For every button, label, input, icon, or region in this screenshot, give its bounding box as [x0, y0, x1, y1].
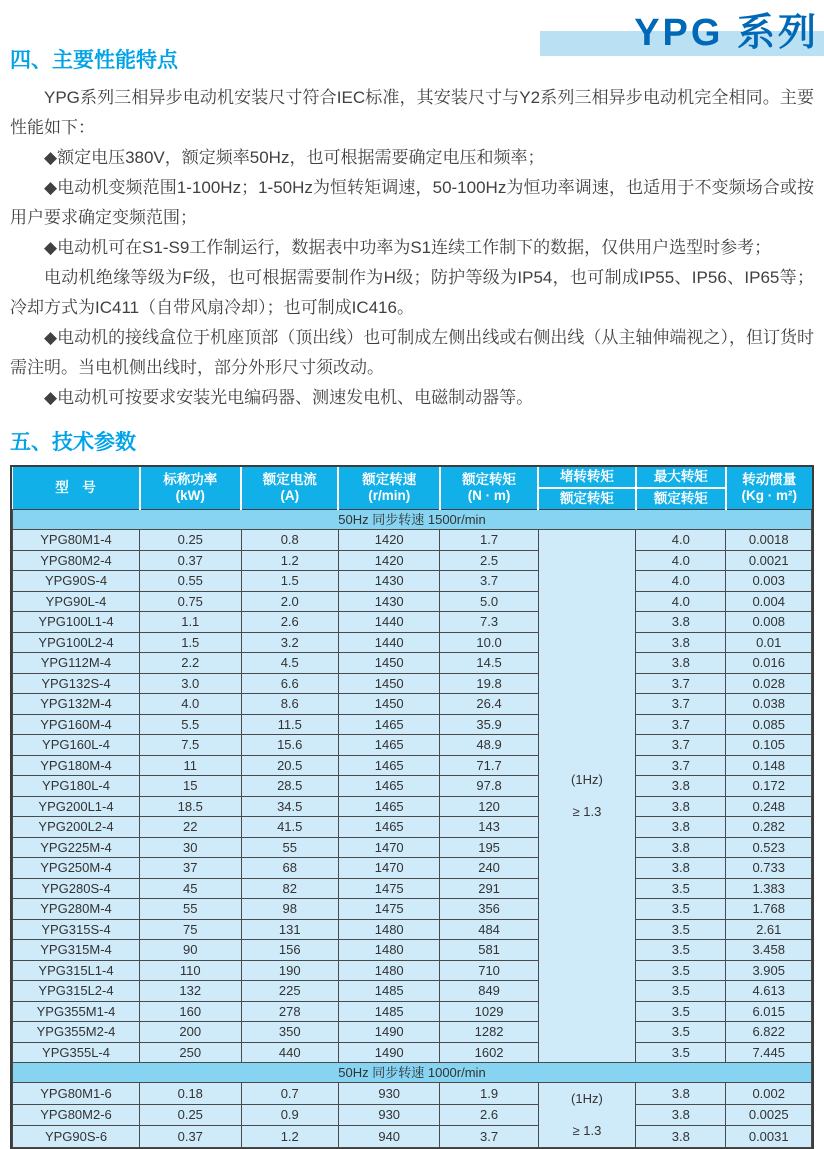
cell-max-torque-ratio: 3.5 [636, 981, 726, 1002]
cell-rated-torque: 1.9 [440, 1083, 538, 1105]
cell-rated-current: 6.6 [241, 673, 338, 694]
cell-rated-torque: 195 [440, 837, 538, 858]
cell-inertia: 3.458 [726, 940, 812, 961]
table-row [13, 919, 812, 940]
spec-table-body [13, 510, 812, 1148]
paragraph: 电动机绝缘等级为F级，也可根据需要制作为H级；防护等级为IP54，也可制成IP55、IP56、IP65等；冷却方式为IC411（自带风扇冷却）；也可制成IC416。 [10, 268, 814, 317]
cell-model: YPG355M1-4 [13, 1001, 140, 1022]
cell-max-torque-ratio: 3.7 [636, 694, 726, 715]
table-row [13, 960, 812, 981]
table-row [13, 530, 812, 551]
cell-max-torque-ratio: 3.8 [636, 837, 726, 858]
cell-model: YPG355M2-4 [13, 1022, 140, 1043]
performance-paragraphs [10, 83, 814, 413]
header-locked-rotor-ratio-denominator: 额定转矩 [538, 488, 635, 510]
cell-model: YPG80M2-4 [13, 550, 140, 571]
table-row [13, 694, 812, 715]
cell-inertia: 1.768 [726, 899, 812, 920]
paragraph-bullet: ◆电动机的接线盒位于机座顶部（顶出线）也可制成左侧出线或右侧出线（从主轴伸端视之），但订货时需注明。当电机侧出线时，部分外形尺寸须改动。 [10, 328, 814, 377]
cell-inertia: 2.61 [726, 919, 812, 940]
cell-rated-torque: 14.5 [440, 653, 538, 674]
page-content [10, 44, 814, 1149]
cell-rated-torque: 7.3 [440, 612, 538, 633]
cell-max-torque-ratio: 4.0 [636, 530, 726, 551]
cell-model: YPG315L1-4 [13, 960, 140, 981]
cell-model: YPG160M-4 [13, 714, 140, 735]
table-row [13, 673, 812, 694]
cell-rated-speed: 1430 [338, 571, 439, 592]
cell-max-torque-ratio: 3.8 [636, 1126, 726, 1148]
cell-rated-current: 1.2 [241, 1126, 338, 1148]
table-row [13, 653, 812, 674]
cell-rated-current: 82 [241, 878, 338, 899]
cell-rated-power: 0.37 [140, 550, 241, 571]
cell-max-torque-ratio: 3.8 [636, 1104, 726, 1126]
cell-max-torque-ratio: 4.0 [636, 550, 726, 571]
cell-rated-power: 55 [140, 899, 241, 920]
cell-rated-torque: 484 [440, 919, 538, 940]
cell-rated-speed: 1475 [338, 899, 439, 920]
cell-rated-power: 160 [140, 1001, 241, 1022]
cell-inertia: 0.523 [726, 837, 812, 858]
table-row [13, 981, 812, 1002]
cell-model: YPG200L1-4 [13, 796, 140, 817]
cell-model: YPG100L2-4 [13, 632, 140, 653]
cell-rated-speed: 1470 [338, 837, 439, 858]
cell-rated-torque: 2.6 [440, 1104, 538, 1126]
cell-rated-speed: 1430 [338, 591, 439, 612]
cell-rated-torque: 849 [440, 981, 538, 1002]
cell-rated-current: 0.9 [241, 1104, 338, 1126]
cell-rated-speed: 1470 [338, 858, 439, 879]
cell-max-torque-ratio: 4.0 [636, 571, 726, 592]
cell-inertia: 0.016 [726, 653, 812, 674]
cell-max-torque-ratio: 3.5 [636, 1022, 726, 1043]
cell-inertia: 7.445 [726, 1042, 812, 1063]
cell-rated-torque: 48.9 [440, 735, 538, 756]
table-row [13, 550, 812, 571]
cell-rated-torque: 35.9 [440, 714, 538, 735]
cell-rated-power: 7.5 [140, 735, 241, 756]
cell-rated-power: 1.1 [140, 612, 241, 633]
header-rated-power: 标称功率 (kW) [140, 467, 241, 510]
cell-rated-power: 18.5 [140, 796, 241, 817]
header-max-torque: 最大转矩 [636, 467, 726, 488]
cell-model: YPG180M-4 [13, 755, 140, 776]
cell-model: YPG90S-4 [13, 571, 140, 592]
cell-rated-torque: 581 [440, 940, 538, 961]
cell-rated-torque: 26.4 [440, 694, 538, 715]
cell-max-torque-ratio: 3.8 [636, 632, 726, 653]
cell-inertia: 0.0021 [726, 550, 812, 571]
cell-max-torque-ratio: 3.7 [636, 673, 726, 694]
cell-max-torque-ratio: 3.8 [636, 796, 726, 817]
table-row [13, 858, 812, 879]
cell-locked-rotor-ratio [538, 1083, 635, 1148]
cell-inertia: 0.003 [726, 571, 812, 592]
cell-max-torque-ratio: 3.8 [636, 612, 726, 633]
cell-rated-current: 28.5 [241, 776, 338, 797]
cell-model: YPG355L-4 [13, 1042, 140, 1063]
table-row [13, 571, 812, 592]
cell-rated-torque: 3.7 [440, 571, 538, 592]
cell-max-torque-ratio: 3.7 [636, 714, 726, 735]
cell-rated-power: 5.5 [140, 714, 241, 735]
cell-model: YPG200L2-4 [13, 817, 140, 838]
section-subheader-row [13, 510, 812, 530]
cell-rated-power: 4.0 [140, 694, 241, 715]
locked-rotor-ratio-line: ≥ 1.3 [572, 1122, 602, 1138]
cell-inertia: 6.015 [726, 1001, 812, 1022]
cell-inertia: 0.172 [726, 776, 812, 797]
locked-rotor-ratio-line: (1Hz) [571, 1090, 603, 1106]
cell-rated-speed: 1485 [338, 981, 439, 1002]
cell-rated-speed: 1440 [338, 612, 439, 633]
cell-rated-speed: 1440 [338, 632, 439, 653]
cell-rated-current: 11.5 [241, 714, 338, 735]
table-row [13, 714, 812, 735]
table-row [13, 899, 812, 920]
cell-rated-power: 250 [140, 1042, 241, 1063]
cell-max-torque-ratio: 3.7 [636, 735, 726, 756]
locked-rotor-ratio-line: (1Hz) [571, 772, 603, 787]
paragraph-bullet: ◆额定电压380V，额定频率50Hz，也可根据需要确定电压和频率； [44, 148, 545, 167]
cell-rated-power: 0.18 [140, 1083, 241, 1105]
section-subheader: 50Hz 同步转速 1000r/min [13, 1063, 812, 1083]
header-rated-torque: 额定转矩 (N · m) [440, 467, 538, 510]
cell-inertia: 0.733 [726, 858, 812, 879]
cell-rated-current: 98 [241, 899, 338, 920]
cell-rated-torque: 120 [440, 796, 538, 817]
cell-rated-torque: 5.0 [440, 591, 538, 612]
cell-inertia: 0.002 [726, 1083, 812, 1105]
cell-rated-current: 0.7 [241, 1083, 338, 1105]
cell-rated-current: 190 [241, 960, 338, 981]
table-row [13, 632, 812, 653]
cell-rated-speed: 1465 [338, 735, 439, 756]
spec-table-frame [10, 465, 814, 1149]
cell-model: YPG80M1-4 [13, 530, 140, 551]
cell-inertia: 0.105 [726, 735, 812, 756]
cell-rated-torque: 10.0 [440, 632, 538, 653]
cell-rated-speed: 1480 [338, 940, 439, 961]
cell-max-torque-ratio: 3.8 [636, 1083, 726, 1105]
cell-rated-speed: 1420 [338, 530, 439, 551]
locked-rotor-ratio-line: ≥ 1.3 [572, 804, 602, 819]
cell-model: YPG280S-4 [13, 878, 140, 899]
cell-model: YPG250M-4 [13, 858, 140, 879]
header-model: 型 号 [13, 467, 140, 510]
cell-rated-power: 0.25 [140, 1104, 241, 1126]
cell-rated-power: 22 [140, 817, 241, 838]
table-row [13, 878, 812, 899]
cell-rated-power: 37 [140, 858, 241, 879]
cell-max-torque-ratio: 3.8 [636, 858, 726, 879]
table-row [13, 1083, 812, 1105]
cell-rated-current: 440 [241, 1042, 338, 1063]
cell-inertia: 0.038 [726, 694, 812, 715]
cell-rated-current: 34.5 [241, 796, 338, 817]
cell-rated-power: 3.0 [140, 673, 241, 694]
cell-rated-power: 75 [140, 919, 241, 940]
table-row [13, 1001, 812, 1022]
cell-rated-current: 225 [241, 981, 338, 1002]
cell-rated-torque: 143 [440, 817, 538, 838]
cell-model: YPG80M2-6 [13, 1104, 140, 1126]
cell-rated-current: 15.6 [241, 735, 338, 756]
cell-rated-speed: 940 [338, 1126, 439, 1148]
section-heading-parameters: 五、技术参数 [10, 431, 136, 454]
table-row [13, 776, 812, 797]
cell-rated-current: 8.6 [241, 694, 338, 715]
cell-rated-current: 278 [241, 1001, 338, 1022]
cell-rated-power: 0.75 [140, 591, 241, 612]
cell-rated-speed: 1465 [338, 776, 439, 797]
cell-inertia: 4.613 [726, 981, 812, 1002]
cell-rated-torque: 240 [440, 858, 538, 879]
cell-rated-current: 156 [241, 940, 338, 961]
cell-max-torque-ratio: 3.5 [636, 1042, 726, 1063]
cell-rated-speed: 1480 [338, 960, 439, 981]
cell-rated-speed: 1465 [338, 796, 439, 817]
cell-inertia: 3.905 [726, 960, 812, 981]
cell-rated-speed: 930 [338, 1104, 439, 1126]
cell-rated-speed: 1465 [338, 714, 439, 735]
section-subheader: 50Hz 同步转速 1500r/min [13, 510, 812, 530]
cell-rated-current: 20.5 [241, 755, 338, 776]
cell-max-torque-ratio: 3.5 [636, 899, 726, 920]
cell-rated-current: 1.5 [241, 571, 338, 592]
cell-inertia: 0.004 [726, 591, 812, 612]
cell-inertia: 0.0018 [726, 530, 812, 551]
section-heading-performance: 四、主要性能特点 [10, 49, 178, 72]
cell-max-torque-ratio: 4.0 [636, 591, 726, 612]
cell-max-torque-ratio: 3.8 [636, 776, 726, 797]
spec-table-header [13, 467, 812, 510]
table-row [13, 1126, 812, 1148]
cell-model: YPG112M-4 [13, 653, 140, 674]
cell-inertia: 0.282 [726, 817, 812, 838]
cell-rated-power: 0.25 [140, 530, 241, 551]
cell-inertia: 0.028 [726, 673, 812, 694]
cell-rated-torque: 1029 [440, 1001, 538, 1022]
cell-rated-current: 68 [241, 858, 338, 879]
table-row [13, 940, 812, 961]
table-row [13, 817, 812, 838]
cell-rated-current: 55 [241, 837, 338, 858]
cell-rated-current: 3.2 [241, 632, 338, 653]
cell-inertia: 0.085 [726, 714, 812, 735]
cell-rated-torque: 2.5 [440, 550, 538, 571]
cell-rated-speed: 930 [338, 1083, 439, 1105]
cell-inertia: 0.248 [726, 796, 812, 817]
cell-rated-power: 15 [140, 776, 241, 797]
table-row [13, 612, 812, 633]
cell-rated-speed: 1450 [338, 673, 439, 694]
cell-rated-power: 2.2 [140, 653, 241, 674]
cell-inertia: 6.822 [726, 1022, 812, 1043]
cell-rated-current: 0.8 [241, 530, 338, 551]
cell-model: YPG280M-4 [13, 899, 140, 920]
table-row [13, 796, 812, 817]
cell-rated-torque: 3.7 [440, 1126, 538, 1148]
cell-max-torque-ratio: 3.5 [636, 1001, 726, 1022]
cell-rated-current: 41.5 [241, 817, 338, 838]
cell-rated-torque: 19.8 [440, 673, 538, 694]
cell-inertia: 0.148 [726, 755, 812, 776]
table-row [13, 1022, 812, 1043]
header-rated-speed: 额定转速 (r/min) [338, 467, 439, 510]
cell-max-torque-ratio: 3.5 [636, 919, 726, 940]
cell-inertia: 0.0025 [726, 1104, 812, 1126]
cell-rated-current: 2.0 [241, 591, 338, 612]
table-row [13, 591, 812, 612]
cell-model: YPG160L-4 [13, 735, 140, 756]
cell-rated-power: 11 [140, 755, 241, 776]
table-row [13, 735, 812, 756]
series-title: YPG 系列 [634, 12, 819, 54]
cell-rated-current: 350 [241, 1022, 338, 1043]
cell-rated-speed: 1465 [338, 755, 439, 776]
cell-rated-torque: 1.7 [440, 530, 538, 551]
paragraph-bullet: ◆电动机可在S1-S9工作制运行，数据表中功率为S1连续工作制下的数据，仅供用户选型时参考； [44, 238, 772, 257]
header-rated-current: 额定电流 (A) [241, 467, 338, 510]
spec-table [12, 467, 812, 1148]
cell-rated-current: 1.2 [241, 550, 338, 571]
cell-rated-speed: 1465 [338, 817, 439, 838]
cell-rated-torque: 710 [440, 960, 538, 981]
cell-locked-rotor-ratio [538, 530, 635, 1063]
cell-rated-torque: 1282 [440, 1022, 538, 1043]
cell-model: YPG315L2-4 [13, 981, 140, 1002]
cell-rated-power: 0.55 [140, 571, 241, 592]
cell-model: YPG80M1-6 [13, 1083, 140, 1105]
cell-rated-speed: 1450 [338, 694, 439, 715]
paragraph-bullet: ◆电动机可按要求安装光电编码器、测速发电机、电磁制动器等。 [44, 388, 534, 407]
header-inertia: 转动惯量 (Kg · m²) [726, 467, 812, 510]
cell-inertia: 0.008 [726, 612, 812, 633]
cell-rated-power: 0.37 [140, 1126, 241, 1148]
cell-rated-speed: 1485 [338, 1001, 439, 1022]
cell-rated-power: 200 [140, 1022, 241, 1043]
cell-max-torque-ratio: 3.5 [636, 960, 726, 981]
cell-model: YPG225M-4 [13, 837, 140, 858]
cell-model: YPG132M-4 [13, 694, 140, 715]
cell-rated-current: 131 [241, 919, 338, 940]
header-locked-rotor-torque: 堵转转矩 [538, 467, 635, 488]
cell-rated-speed: 1475 [338, 878, 439, 899]
cell-inertia: 0.0031 [726, 1126, 812, 1148]
cell-rated-torque: 291 [440, 878, 538, 899]
cell-rated-power: 30 [140, 837, 241, 858]
cell-rated-speed: 1490 [338, 1022, 439, 1043]
cell-rated-power: 110 [140, 960, 241, 981]
cell-model: YPG132S-4 [13, 673, 140, 694]
cell-rated-power: 90 [140, 940, 241, 961]
cell-rated-current: 2.6 [241, 612, 338, 633]
cell-model: YPG90S-6 [13, 1126, 140, 1148]
cell-model: YPG180L-4 [13, 776, 140, 797]
section-subheader-row [13, 1063, 812, 1083]
cell-rated-current: 4.5 [241, 653, 338, 674]
cell-rated-torque: 1602 [440, 1042, 538, 1063]
cell-max-torque-ratio: 3.5 [636, 940, 726, 961]
paragraph-bullet: ◆电动机变频范围1-100Hz；1-50Hz为恒转矩调速，50-100Hz为恒功率调速，也适用于不变频场合或按用户要求确定变频范围； [10, 178, 814, 227]
cell-max-torque-ratio: 3.8 [636, 653, 726, 674]
cell-rated-power: 1.5 [140, 632, 241, 653]
cell-max-torque-ratio: 3.5 [636, 878, 726, 899]
cell-rated-speed: 1450 [338, 653, 439, 674]
cell-model: YPG100L1-4 [13, 612, 140, 633]
table-row [13, 1104, 812, 1126]
table-row [13, 1042, 812, 1063]
cell-rated-power: 132 [140, 981, 241, 1002]
cell-rated-speed: 1490 [338, 1042, 439, 1063]
cell-rated-power: 45 [140, 878, 241, 899]
cell-rated-torque: 356 [440, 899, 538, 920]
cell-inertia: 1.383 [726, 878, 812, 899]
table-row [13, 837, 812, 858]
cell-max-torque-ratio: 3.8 [636, 817, 726, 838]
table-row [13, 755, 812, 776]
cell-rated-torque: 71.7 [440, 755, 538, 776]
header-max-ratio-denominator: 额定转矩 [636, 488, 726, 510]
cell-model: YPG90L-4 [13, 591, 140, 612]
cell-model: YPG315M-4 [13, 940, 140, 961]
cell-rated-speed: 1480 [338, 919, 439, 940]
paragraph: YPG系列三相异步电动机安装尺寸符合IEC标准，其安装尺寸与Y2系列三相异步电动机完全相同。主要性能如下： [10, 88, 814, 137]
cell-rated-torque: 97.8 [440, 776, 538, 797]
cell-rated-speed: 1420 [338, 550, 439, 571]
cell-model: YPG315S-4 [13, 919, 140, 940]
cell-max-torque-ratio: 3.7 [636, 755, 726, 776]
cell-inertia: 0.01 [726, 632, 812, 653]
